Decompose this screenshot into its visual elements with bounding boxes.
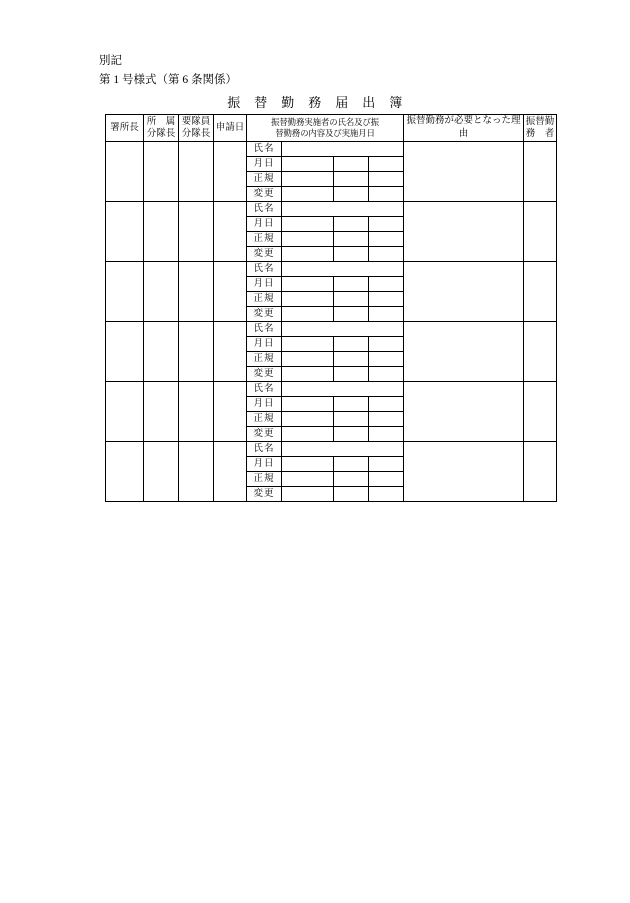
cell-detail-value[interactable] — [334, 247, 369, 262]
cell-detail-value[interactable] — [282, 307, 334, 322]
cell-chief[interactable] — [106, 202, 144, 262]
cell-detail-value[interactable] — [369, 217, 404, 232]
form-header — [99, 52, 237, 90]
cell-detail-value[interactable] — [369, 412, 404, 427]
cell-detail-value[interactable] — [282, 427, 334, 442]
cell-detail-value[interactable] — [334, 427, 369, 442]
cell-detail-value[interactable] — [282, 157, 334, 172]
cell-branch[interactable] — [144, 322, 179, 382]
cell-detail-value[interactable] — [334, 472, 369, 487]
table-row — [106, 262, 557, 277]
cell-detail-value[interactable] — [369, 337, 404, 352]
cell-detail-value[interactable] — [369, 292, 404, 307]
cell-detail-value[interactable] — [282, 352, 334, 367]
cell-name-value[interactable] — [282, 202, 404, 217]
row-label: 氏名 — [247, 202, 282, 217]
cell-chief[interactable] — [106, 442, 144, 502]
cell-detail-value[interactable] — [334, 187, 369, 202]
cell-detail-value[interactable] — [282, 457, 334, 472]
cell-reason-value[interactable] — [404, 442, 524, 502]
cell-detail-value[interactable] — [282, 367, 334, 382]
cell-worker-value[interactable] — [524, 262, 557, 322]
header-worker-line1: 振替勤 — [525, 117, 555, 127]
cell-detail-value[interactable] — [334, 367, 369, 382]
cell-detail-value[interactable] — [282, 232, 334, 247]
cell-branch[interactable] — [144, 442, 179, 502]
cell-detail-value[interactable] — [369, 247, 404, 262]
cell-detail-value[interactable] — [369, 232, 404, 247]
cell-name-value[interactable] — [282, 382, 404, 397]
row-label: 月日 — [247, 157, 282, 172]
cell-detail-value[interactable] — [369, 157, 404, 172]
header-detail — [247, 115, 404, 142]
cell-apply-date[interactable] — [214, 262, 247, 322]
cell-name-value[interactable] — [282, 262, 404, 277]
header-line-2: 第 1 号様式（第 6 条関係） — [99, 74, 237, 86]
cell-name-value[interactable] — [282, 142, 404, 157]
cell-member[interactable] — [179, 142, 214, 202]
cell-chief[interactable] — [106, 262, 144, 322]
cell-detail-value[interactable] — [369, 457, 404, 472]
header-branch-line2: 分隊長 — [146, 129, 176, 139]
cell-reason-value[interactable] — [404, 202, 524, 262]
cell-detail-value[interactable] — [334, 157, 369, 172]
row-label: 正規 — [247, 412, 282, 427]
cell-member[interactable] — [179, 382, 214, 442]
cell-reason-value[interactable] — [404, 382, 524, 442]
header-line-1: 別記 — [99, 55, 122, 67]
row-label: 正規 — [247, 292, 282, 307]
row-label: 月日 — [247, 337, 282, 352]
row-label: 変更 — [247, 187, 282, 202]
cell-member[interactable] — [179, 442, 214, 502]
cell-worker-value[interactable] — [524, 442, 557, 502]
cell-apply-date[interactable] — [214, 202, 247, 262]
cell-detail-value[interactable] — [282, 337, 334, 352]
cell-reason-value[interactable] — [404, 262, 524, 322]
row-label: 変更 — [247, 487, 282, 502]
cell-member[interactable] — [179, 202, 214, 262]
row-label: 正規 — [247, 352, 282, 367]
cell-detail-value[interactable] — [369, 427, 404, 442]
header-worker — [524, 115, 557, 142]
cell-detail-value[interactable] — [369, 472, 404, 487]
header-apply-date: 申請日 — [214, 115, 247, 142]
row-label: 月日 — [247, 457, 282, 472]
cell-detail-value[interactable] — [334, 457, 369, 472]
table-body — [106, 142, 557, 502]
cell-reason-value[interactable] — [404, 142, 524, 202]
cell-detail-value[interactable] — [334, 232, 369, 247]
header-detail-line2: 替勤務の内容及び実施月日 — [275, 128, 375, 138]
cell-detail-value[interactable] — [334, 487, 369, 502]
header-detail-line1: 振替勤務実施者の氏名及び振 — [271, 117, 379, 127]
row-label: 氏名 — [247, 142, 282, 157]
cell-detail-value[interactable] — [369, 277, 404, 292]
shift-substitution-table — [105, 114, 557, 502]
cell-name-value[interactable] — [282, 442, 404, 457]
row-label: 変更 — [247, 247, 282, 262]
row-label: 変更 — [247, 367, 282, 382]
cell-detail-value[interactable] — [334, 337, 369, 352]
table-row — [106, 142, 557, 157]
header-branch-line1: 所 属 — [146, 117, 176, 127]
cell-detail-value[interactable] — [369, 187, 404, 202]
cell-branch[interactable] — [144, 382, 179, 442]
cell-detail-value[interactable] — [369, 352, 404, 367]
cell-detail-value[interactable] — [334, 217, 369, 232]
cell-name-value[interactable] — [282, 322, 404, 337]
cell-branch[interactable] — [144, 142, 179, 202]
cell-detail-value[interactable] — [334, 397, 369, 412]
row-label: 氏名 — [247, 442, 282, 457]
cell-apply-date[interactable] — [214, 322, 247, 382]
cell-apply-date[interactable] — [214, 142, 247, 202]
cell-detail-value[interactable] — [282, 397, 334, 412]
cell-detail-value[interactable] — [334, 412, 369, 427]
table-row — [106, 322, 557, 337]
cell-detail-value[interactable] — [282, 217, 334, 232]
cell-member[interactable] — [179, 262, 214, 322]
cell-chief[interactable] — [106, 142, 144, 202]
cell-branch[interactable] — [144, 262, 179, 322]
cell-branch[interactable] — [144, 202, 179, 262]
cell-detail-value[interactable] — [369, 367, 404, 382]
row-label: 氏名 — [247, 262, 282, 277]
cell-chief[interactable] — [106, 322, 144, 382]
header-reason: 振替勤務が必要となった理由 — [404, 115, 524, 142]
row-label: 月日 — [247, 217, 282, 232]
table-row — [106, 202, 557, 217]
cell-detail-value[interactable] — [282, 487, 334, 502]
header-member — [179, 115, 214, 142]
row-label: 変更 — [247, 307, 282, 322]
cell-worker-value[interactable] — [524, 322, 557, 382]
cell-detail-value[interactable] — [282, 292, 334, 307]
cell-worker-value[interactable] — [524, 202, 557, 262]
row-label: 正規 — [247, 232, 282, 247]
header-member-line1: 要隊員 — [181, 117, 211, 127]
table-row — [106, 382, 557, 397]
cell-detail-value[interactable] — [334, 307, 369, 322]
row-label: 月日 — [247, 397, 282, 412]
cell-detail-value[interactable] — [369, 487, 404, 502]
header-chief: 署所長 — [106, 115, 144, 142]
cell-detail-value[interactable] — [334, 277, 369, 292]
cell-detail-value[interactable] — [369, 397, 404, 412]
cell-detail-value[interactable] — [334, 352, 369, 367]
table-header-row — [106, 115, 557, 142]
row-label: 氏名 — [247, 322, 282, 337]
row-label: 月日 — [247, 277, 282, 292]
header-worker-line2: 務 者 — [525, 129, 555, 139]
header-branch — [144, 115, 179, 142]
table-row — [106, 442, 557, 457]
cell-apply-date[interactable] — [214, 442, 247, 502]
cell-detail-value[interactable] — [282, 277, 334, 292]
cell-detail-value[interactable] — [282, 472, 334, 487]
cell-worker-value[interactable] — [524, 142, 557, 202]
cell-worker-value[interactable] — [524, 382, 557, 442]
cell-member[interactable] — [179, 322, 214, 382]
cell-detail-value[interactable] — [282, 172, 334, 187]
cell-detail-value[interactable] — [334, 292, 369, 307]
cell-detail-value[interactable] — [282, 247, 334, 262]
row-label: 氏名 — [247, 382, 282, 397]
row-label: 変更 — [247, 427, 282, 442]
row-label: 正規 — [247, 172, 282, 187]
cell-detail-value[interactable] — [369, 307, 404, 322]
row-label: 正規 — [247, 472, 282, 487]
page-title: 振 替 勤 務 届 出 簿 — [227, 95, 403, 110]
cell-detail-value[interactable] — [282, 187, 334, 202]
cell-chief[interactable] — [106, 382, 144, 442]
cell-reason-value[interactable] — [404, 322, 524, 382]
cell-detail-value[interactable] — [282, 412, 334, 427]
cell-detail-value[interactable] — [334, 172, 369, 187]
header-member-line2: 分隊長 — [181, 129, 211, 139]
cell-detail-value[interactable] — [369, 172, 404, 187]
cell-apply-date[interactable] — [214, 382, 247, 442]
